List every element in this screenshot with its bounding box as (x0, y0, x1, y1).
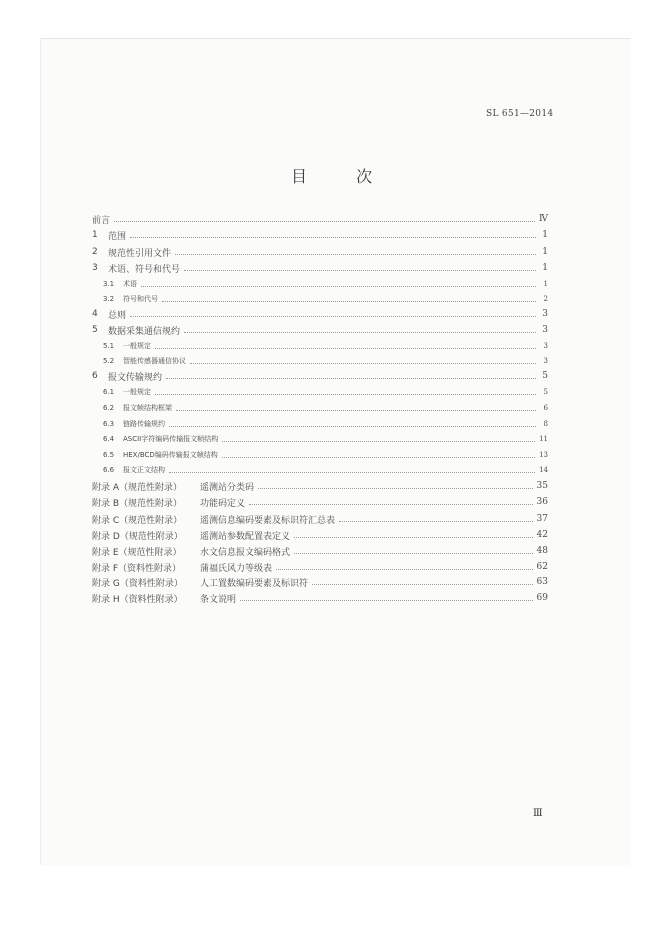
toc-entry-number: 3.2 (103, 295, 115, 303)
toc-entry-number: 5.1 (103, 342, 115, 350)
standard-code: SL 651—2014 (486, 109, 554, 119)
dot-leader (294, 553, 533, 554)
toc-entry-page: 14 (539, 466, 548, 474)
dot-leader (190, 363, 536, 364)
toc-entry-text: 范围 (108, 231, 127, 242)
toc-entry[interactable] (92, 245, 548, 259)
appendix-title: 条文说明 (200, 594, 237, 605)
dot-leader (130, 237, 536, 238)
dot-leader (114, 221, 535, 222)
appendix-title: 蒲福氏风力等级表 (200, 563, 273, 574)
toc-entry-number: 1 (92, 230, 98, 240)
appendix-label: 附录 D（规范性附录） (92, 531, 183, 542)
appendix-entry[interactable] (92, 544, 548, 558)
toc-entry-page: 3 (543, 342, 548, 350)
toc-entry-number: 6.3 (103, 420, 115, 428)
appendix-entry[interactable] (92, 512, 548, 526)
appendix-label: 附录 F（资料性附录） (92, 563, 182, 574)
appendix-page: 36 (536, 497, 548, 507)
appendix-label: 附录 E（规范性附录） (92, 547, 182, 558)
toc-entry-text: 符号和代号 (123, 295, 158, 303)
toc-entry-page: 5 (542, 371, 548, 381)
toc-entry-number: 6.4 (103, 435, 115, 443)
toc-subentry[interactable] (103, 401, 548, 415)
toc-subentry[interactable] (103, 417, 548, 431)
dot-leader (162, 301, 536, 302)
dot-leader (155, 394, 536, 395)
appendix-title: 功能码定义 (200, 498, 246, 509)
toc-entry-page: 3 (542, 325, 548, 335)
appendix-page: 42 (536, 530, 548, 540)
dot-leader (222, 457, 535, 458)
toc-entry-number: 6.2 (103, 404, 115, 412)
toc-entry-number: 5 (92, 325, 98, 335)
appendix-entry[interactable] (92, 479, 548, 493)
appendix-title: 人工置数编码要素及标识符 (200, 578, 309, 589)
dot-leader (258, 488, 533, 489)
toc-subentry[interactable] (103, 339, 548, 353)
appendix-title: 水文信息报文编码格式 (200, 547, 291, 558)
toc-entry-page: 6 (543, 404, 548, 412)
appendix-page: 69 (536, 593, 548, 603)
toc-entry-text: 链路传输规约 (123, 420, 165, 428)
toc-entry-text: 一般规定 (123, 388, 151, 396)
toc-entry-page: 3 (543, 357, 548, 365)
dot-leader (184, 332, 536, 333)
toc-subentry[interactable] (103, 277, 548, 291)
toc-entry-text: 规范性引用文件 (108, 248, 172, 259)
toc-entry-page: 8 (543, 420, 548, 428)
dot-leader (155, 348, 536, 349)
appendix-title: 遥测站参数配置表定义 (200, 531, 291, 542)
toc-entry[interactable] (92, 261, 548, 275)
toc-subentry[interactable] (103, 385, 548, 399)
dot-leader (169, 472, 535, 473)
toc-entry-text: 术语 (123, 280, 137, 288)
appendix-page: 48 (536, 546, 548, 556)
toc-subentry[interactable] (103, 432, 548, 446)
toc-entry-page: 13 (539, 451, 548, 459)
toc-entry-page: 1 (542, 263, 548, 273)
toc-entry-number: 6.5 (103, 451, 115, 459)
dot-leader (141, 286, 536, 287)
appendix-page: 35 (536, 481, 548, 491)
appendix-label: 附录 C（规范性附录） (92, 515, 183, 526)
dot-leader (169, 426, 536, 427)
dot-leader (339, 521, 533, 522)
toc-entry-number: 3.1 (103, 280, 115, 288)
toc-entry-preface[interactable] (92, 212, 548, 226)
page-number: Ⅲ (533, 808, 543, 819)
toc-entry-text: 报文传输规约 (108, 372, 163, 383)
toc-entry-number: 6 (92, 371, 98, 381)
appendix-entry[interactable] (92, 528, 548, 542)
toc-entry-page: 11 (539, 435, 548, 443)
dot-leader (166, 378, 536, 379)
toc-entry-text: 前言 (92, 215, 111, 226)
appendix-label: 附录 H（资料性附录） (92, 594, 183, 605)
appendix-label: 附录 B（规范性附录） (92, 498, 183, 509)
toc-subentry[interactable] (103, 292, 548, 306)
dot-leader (176, 410, 536, 411)
dot-leader (130, 316, 536, 317)
toc-entry-page: 5 (543, 388, 548, 396)
appendix-page: 37 (536, 514, 548, 524)
toc-entry-text: 数据采集通信规约 (108, 326, 181, 337)
toc-subentry[interactable] (103, 448, 548, 462)
appendix-entry[interactable] (92, 495, 548, 509)
toc-entry-text: 智能传感器通信协议 (123, 357, 186, 365)
dot-leader (240, 600, 533, 601)
appendix-page: 62 (536, 562, 548, 572)
dot-leader (294, 537, 533, 538)
toc-entry-text: 报文帧结构框架 (123, 404, 172, 412)
toc-entry-text: ASCII字符编码传输报文帧结构 (123, 435, 219, 443)
toc-entry-number: 4 (92, 309, 98, 319)
toc-entry-text: 总则 (108, 310, 127, 321)
appendix-page: 63 (536, 577, 548, 587)
appendix-entry[interactable] (92, 591, 548, 605)
toc-entry-page: 3 (542, 309, 548, 319)
toc-entry-number: 5.2 (103, 357, 115, 365)
dot-leader (222, 441, 535, 442)
appendix-label: 附录 A（规范性附录） (92, 482, 183, 493)
toc-entry-text: 术语、符号和代号 (108, 264, 181, 275)
dot-leader (312, 584, 533, 585)
dot-leader (184, 270, 536, 271)
toc-entry-page: 1 (543, 280, 548, 288)
appendix-entry[interactable] (92, 575, 548, 589)
dot-leader (175, 254, 536, 255)
toc-entry-number: 3 (92, 263, 98, 273)
toc-subentry[interactable] (103, 354, 548, 368)
toc-subentry[interactable] (103, 463, 548, 477)
toc-entry[interactable] (92, 307, 548, 321)
appendix-label: 附录 G（资料性附录） (92, 578, 183, 589)
toc-entry-number: 2 (92, 247, 98, 257)
appendix-entry[interactable] (92, 560, 548, 574)
toc-entry-page: 1 (542, 247, 548, 257)
toc-entry-number: 6.1 (103, 388, 115, 396)
toc-entry[interactable] (92, 369, 548, 383)
toc-entry[interactable] (92, 323, 548, 337)
toc-entry-page: 1 (542, 230, 548, 240)
toc-entry[interactable] (92, 228, 548, 242)
toc-entry-text: 报文正文结构 (123, 466, 165, 474)
page-title: 目 次 (291, 167, 395, 186)
toc-entry-text: 一般规定 (123, 342, 151, 350)
toc-entry-page: Ⅳ (539, 214, 548, 224)
appendix-title: 遥测信息编码要素及标识符汇总表 (200, 515, 336, 526)
dot-leader (276, 569, 533, 570)
toc-entry-page: 2 (543, 295, 548, 303)
toc-entry-text: HEX/BCD编码传输报文帧结构 (123, 451, 218, 459)
appendix-title: 遥测站分类码 (200, 482, 255, 493)
toc-entry-number: 6.6 (103, 466, 115, 474)
dot-leader (249, 504, 533, 505)
